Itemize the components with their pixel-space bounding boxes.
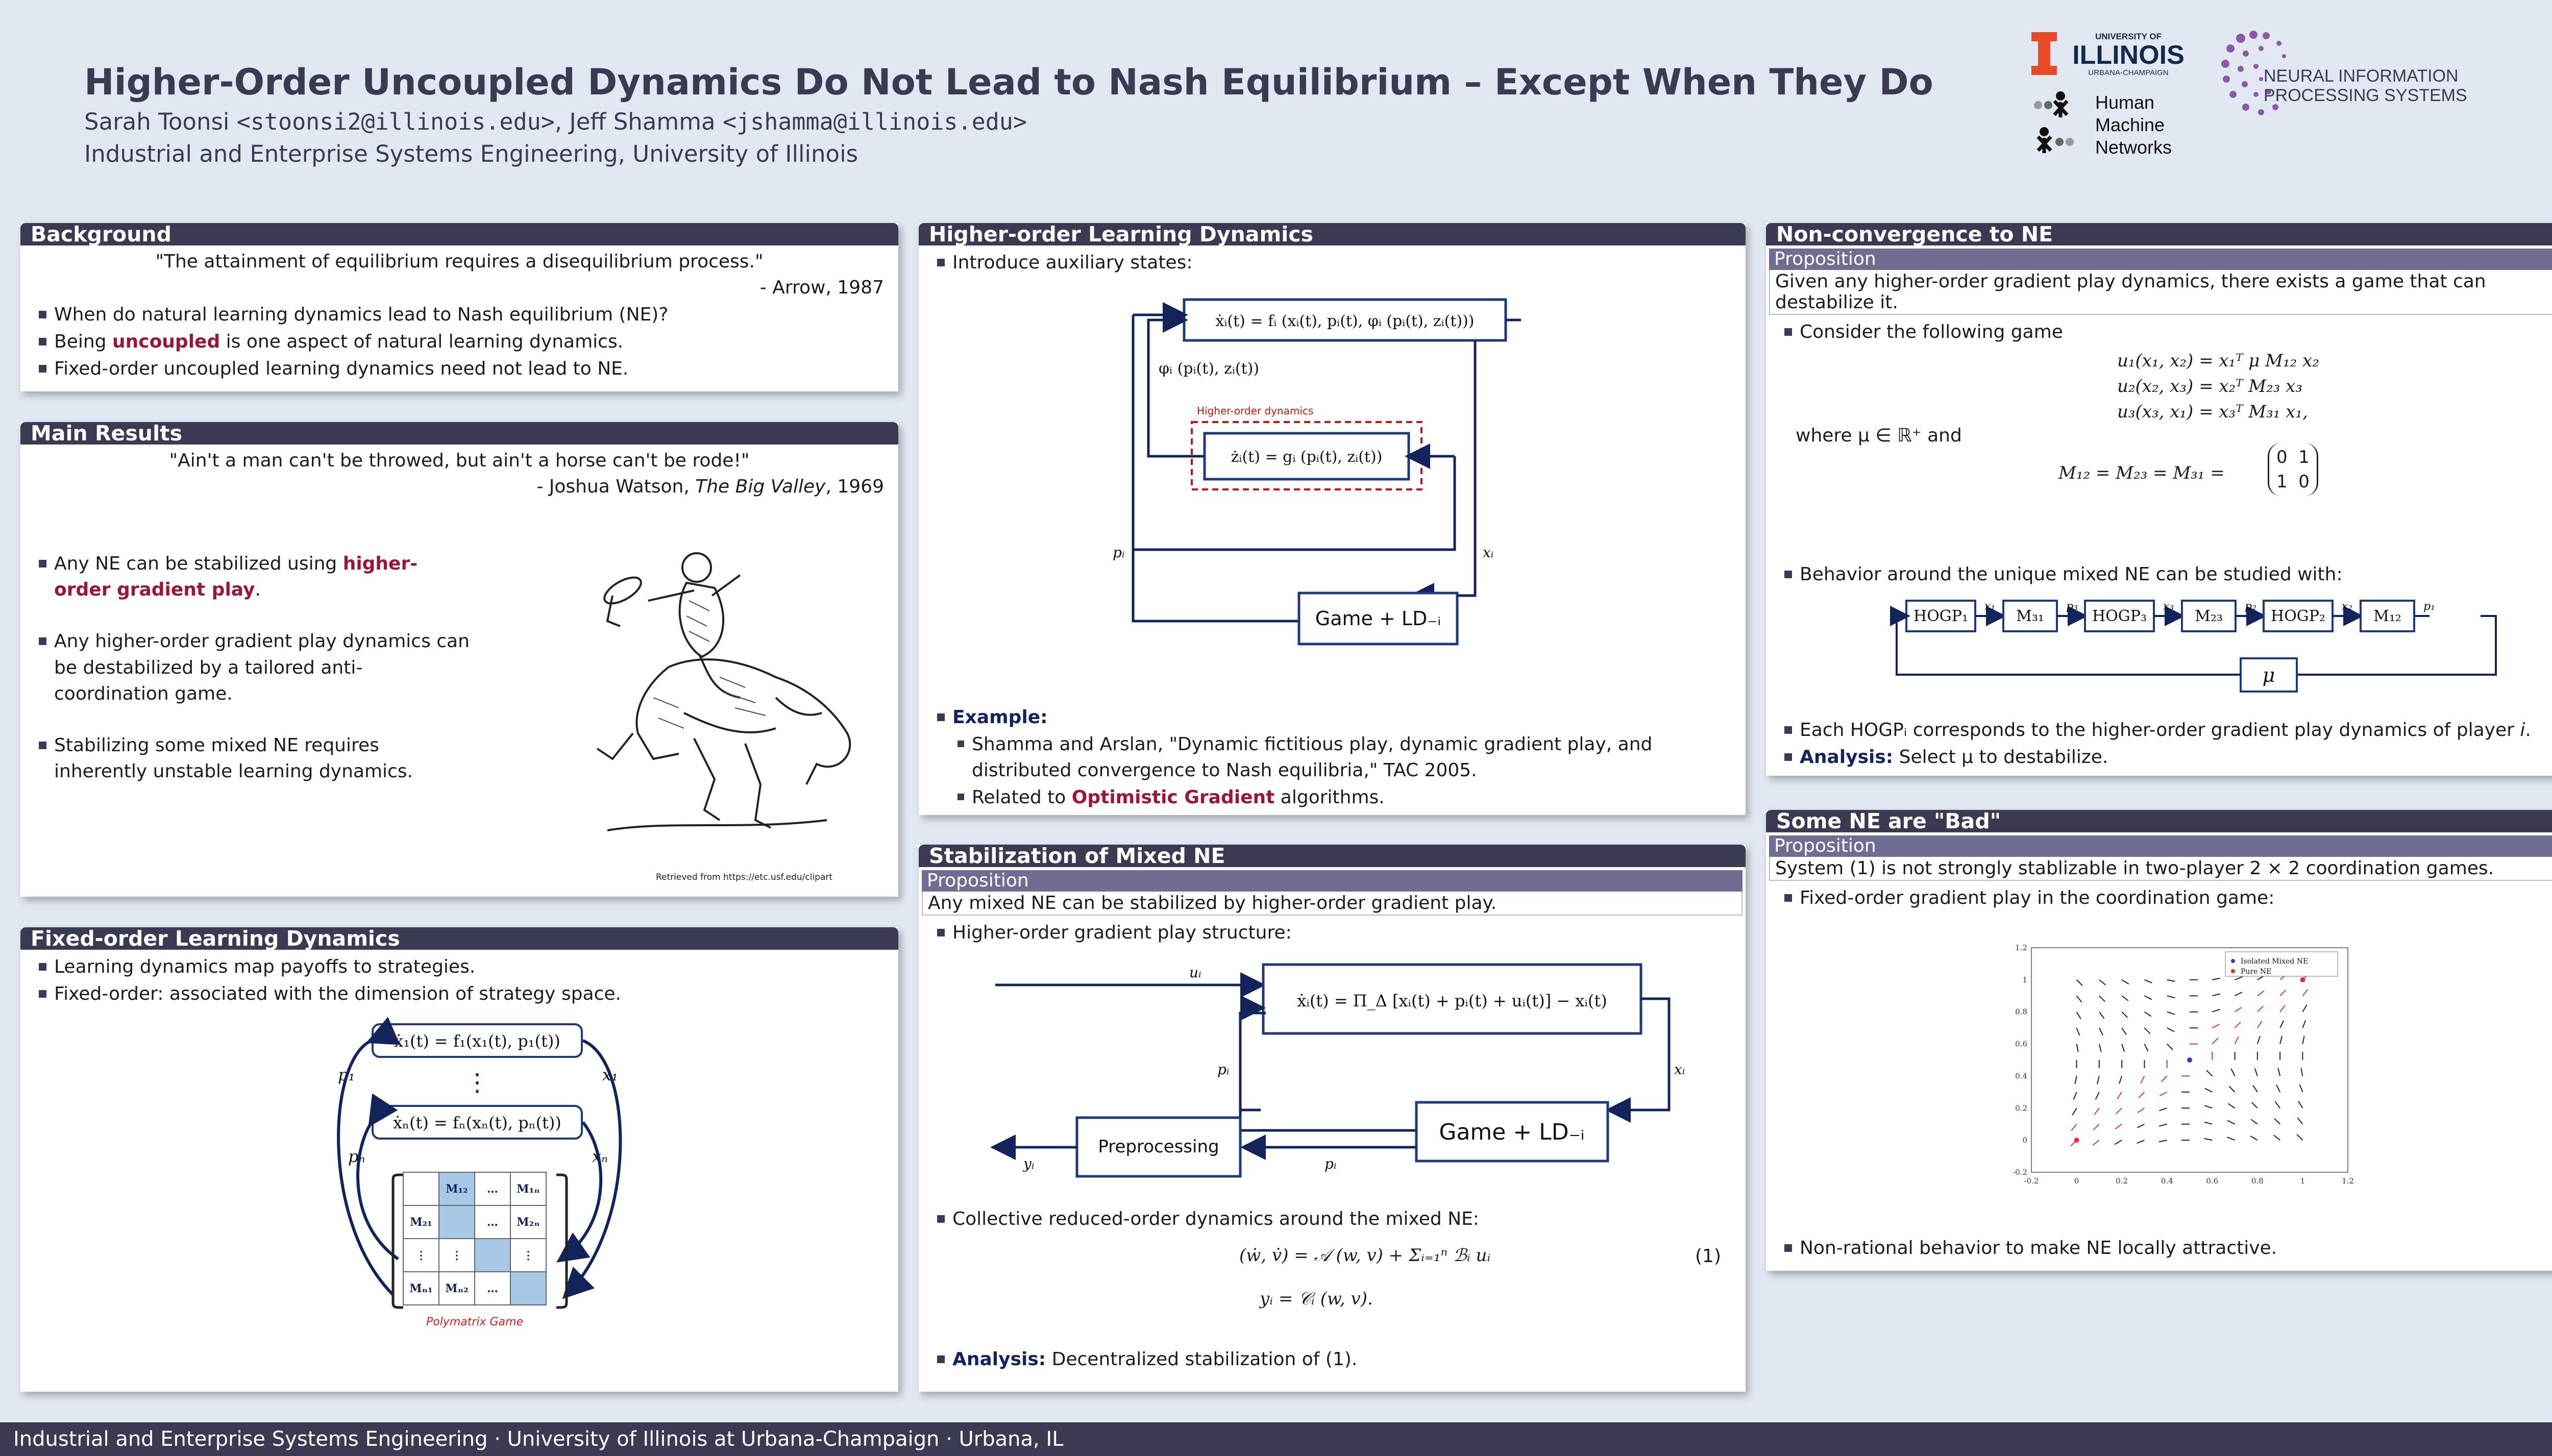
- y-tick-label: 0.2: [2015, 1103, 2027, 1113]
- y-tick-label: 0.6: [2015, 1039, 2027, 1049]
- matrix-cell: ⋮: [523, 1249, 534, 1262]
- chain-signal-label: p₂: [2245, 600, 2256, 613]
- hmn-human: Human: [2095, 92, 2155, 113]
- output-eq: yᵢ = 𝒞ᵢ (w, v).: [1260, 1289, 1373, 1310]
- x-tick-label: 0.6: [2206, 1176, 2219, 1186]
- matrix-cell: …: [487, 1182, 498, 1196]
- chain-signal-label: x₂: [2342, 600, 2353, 613]
- chain-box-label: M₃₁: [2016, 607, 2044, 625]
- nonconv-bullet: Each HOGPᵢ corresponds to the higher-order gradient play dynamics of player i.: [1780, 717, 2552, 743]
- chain-mu: μ: [2262, 664, 2275, 686]
- stabilization-bullet: Collective reduced-order dynamics around the mixed NE:: [933, 1206, 1731, 1232]
- chain-box-label: M₁₂: [2373, 607, 2401, 625]
- background-title: Background: [20, 223, 898, 245]
- equation-number: (1): [1695, 1246, 1721, 1267]
- y-tick-label: 1: [2022, 975, 2027, 984]
- footer: Industrial and Enterprise Systems Engineering · University of Illinois at Urbana-Champaign · Urbana, IL: [0, 1422, 2552, 1456]
- bucking-horse-illustration: [592, 545, 878, 851]
- result-bullet: Any higher-order gradient play dynamics can be destabilized by a tailored anti-coordination game.: [35, 628, 474, 706]
- ho-p-label: pᵢ: [1113, 544, 1125, 561]
- polymatrix-caption: Polymatrix Game: [426, 1316, 524, 1328]
- x-tick-label: 0.4: [2161, 1176, 2173, 1186]
- matrix-cell: …: [487, 1282, 498, 1295]
- chain-signal-label: x₁: [1984, 600, 1996, 613]
- legend-marker: [2231, 959, 2235, 963]
- illinois-sub-text: URBANA-CHAMPAIGN: [2088, 68, 2169, 77]
- ho-eq-z: żᵢ(t) = gᵢ (pᵢ(t), zᵢ(t)): [1231, 448, 1383, 466]
- hogp-chain-diagram: [1894, 593, 2506, 695]
- bad-ne-bullet: Fixed-order gradient play in the coordination game:: [1780, 885, 2552, 911]
- ho-game-box: Game + LD₋ᵢ: [1315, 607, 1441, 630]
- stab-y-label: yᵢ: [1023, 1155, 1035, 1172]
- neurips-line1: NEURAL INFORMATION: [2264, 66, 2459, 86]
- hogp-structure-diagram: [985, 957, 1710, 1222]
- y-tick-label: 1.2: [2015, 943, 2027, 952]
- illinois-main-text: ILLINOIS: [2072, 40, 2185, 70]
- y-tick-label: 0: [2022, 1136, 2027, 1145]
- nonconv-analysis: Analysis: Select μ to destabilize.: [1780, 744, 2552, 770]
- main-results-panel: [20, 422, 898, 897]
- x-tick-label: 0.8: [2251, 1176, 2264, 1186]
- x-tick-label: 1.2: [2342, 1176, 2354, 1186]
- ho-label: Higher-order dynamics: [1197, 405, 1314, 417]
- higher-order-panel: [919, 223, 1746, 815]
- bad-ne-panel: [1766, 810, 2552, 1271]
- fixed-order-panel: [20, 927, 898, 1392]
- stab-eq: ẋᵢ(t) = Π_Δ [xᵢ(t) + pᵢ(t) + uᵢ(t)] − xᵢ(t): [1297, 991, 1607, 1010]
- bad-ne-bullet: Non-rational behavior to make NE locally attractive.: [1780, 1235, 2552, 1261]
- higher-order-title: Higher-order Learning Dynamics: [919, 223, 1746, 245]
- polymatrix-grid: [403, 1172, 546, 1305]
- chain-signal-label: p₃: [2066, 600, 2078, 613]
- poster-title: Higher-Order Uncoupled Dynamics Do Not Lead to Nash Equilibrium – Except When They Do: [84, 61, 1933, 103]
- y-tick-label: 0.4: [2015, 1071, 2027, 1081]
- fixed-eq-n: ẋₙ(t) = fₙ(xₙ(t), pₙ(t)): [393, 1113, 561, 1132]
- stab-x-label: xᵢ: [1674, 1061, 1685, 1078]
- fixed-x1: x₁: [602, 1065, 618, 1084]
- matrix-cell: ⋮: [415, 1249, 427, 1262]
- mu-condition: where μ ∈ ℝ⁺ and: [1796, 425, 1962, 447]
- matrix-cell: …: [487, 1216, 498, 1229]
- stabilization-prop-head: Proposition: [922, 870, 1743, 892]
- x-tick-label: 0.2: [2116, 1176, 2128, 1186]
- fixed-p1: p₁: [338, 1065, 355, 1084]
- matrix-cell: M₁ₙ: [517, 1182, 540, 1196]
- chain-box-label: HOGP₃: [2092, 607, 2147, 625]
- x-tick-label: -0.2: [2024, 1176, 2039, 1186]
- ho-eq-x: ẋᵢ(t) = fᵢ (xᵢ(t), pᵢ(t), φᵢ (pᵢ(t), zᵢ(t))): [1215, 312, 1475, 330]
- pure-ne-point: [2074, 1138, 2079, 1143]
- legend-label: Isolated Mixed NE: [2241, 957, 2309, 966]
- stabilization-panel: [919, 845, 1746, 1392]
- hmn-logo: [2029, 87, 2182, 156]
- image-credit[interactable]: Retrieved from https://etc.usf.edu/clipart: [656, 872, 833, 882]
- higher-order-diagram: [1113, 289, 1521, 687]
- fixed-eq-1: ẋ₁(t) = f₁(x₁(t), p₁(t)): [394, 1031, 560, 1051]
- main-results-title: Main Results: [20, 422, 898, 445]
- matrix-value: 0 1 1 0: [2268, 443, 2318, 496]
- bad-ne-prop-body: System (1) is not strongly stablizable in two-player 2 × 2 coordination games.: [1769, 857, 2552, 881]
- arrow-quote: "The attainment of equilibrium requires a disequilibrium process.": [155, 251, 764, 272]
- stabilization-bullet: Higher-order gradient play structure:: [933, 920, 1731, 946]
- neurips-logo: [2210, 26, 2486, 148]
- ho-x-label: xᵢ: [1483, 544, 1494, 561]
- x-tick-label: 1: [2300, 1176, 2305, 1186]
- matrix-cell: ⋮: [451, 1249, 462, 1262]
- legend-marker: [2231, 969, 2235, 973]
- affiliation: Industrial and Enterprise Systems Engineering, University of Illinois: [84, 140, 858, 167]
- watson-quote: "Ain't a man can't be throwed, but ain't a horse can't be rode!": [169, 450, 750, 471]
- arrow-attribution: - Arrow, 1987: [759, 277, 884, 299]
- result-bullet: Stabilizing some mixed NE requires inherently unstable learning dynamics.: [35, 732, 474, 784]
- background-bullet: Being uncoupled is one aspect of natural learning dynamics.: [35, 329, 884, 355]
- non-convergence-title: Non-convergence to NE: [1766, 223, 2552, 245]
- stabilization-analysis: Analysis: Decentralized stabilization of (1).: [933, 1346, 1731, 1372]
- background-bullet: When do natural learning dynamics lead to Nash equilibrium (NE)?: [35, 302, 884, 328]
- chain-box-label: HOGP₂: [2271, 607, 2325, 625]
- nonconv-bullet: Behavior around the unique mixed NE can be studied with:: [1780, 561, 2552, 587]
- nonconv-bullet: Consider the following game: [1780, 319, 2552, 345]
- stab-p-label: pᵢ: [1217, 1061, 1230, 1078]
- email-toonsi[interactable]: <stoonsi2@illinois.edu>: [236, 108, 555, 135]
- matrix-cell: M₂₁: [410, 1216, 432, 1229]
- game-u3: u₃(x₃, x₁) = x₃ᵀ M₃₁ x₁,: [2117, 402, 2308, 423]
- neurips-line2: PROCESSING SYSTEMS: [2264, 86, 2467, 105]
- background-bullet: Fixed-order uncoupled learning dynamics need not lead to NE.: [35, 356, 884, 382]
- mixed-ne-point: [2187, 1057, 2192, 1063]
- higher-order-bullet: Introduce auxiliary states:: [933, 250, 1731, 276]
- chain-box-label: M₂₃: [2195, 607, 2223, 625]
- matrix-definition: M₁₂ = M₂₃ = M₃₁ =: [2058, 463, 2225, 484]
- fixed-xn: xₙ: [592, 1147, 608, 1166]
- bad-ne-title: Some NE are "Bad": [1766, 810, 2552, 832]
- stab-game-box: Game + LD₋ᵢ: [1439, 1119, 1585, 1145]
- fixed-order-bullet: Fixed-order: associated with the dimension of strategy space.: [35, 981, 884, 1007]
- polymatrix-diagram: [316, 1019, 643, 1387]
- game-u2: u₂(x₂, x₃) = x₂ᵀ M₂₃ x₃: [2117, 376, 2302, 397]
- stab-preprocessing-box: Preprocessing: [1098, 1137, 1219, 1157]
- pure-ne-point: [2300, 977, 2305, 982]
- x-tick-label: 0: [2074, 1176, 2079, 1186]
- game-u1: u₁(x₁, x₂) = x₁ᵀ μ M₁₂ x₂: [2117, 351, 2319, 372]
- email-shamma[interactable]: <jshamma@illinois.edu>: [722, 108, 1027, 135]
- non-convergence-panel: [1766, 223, 2552, 776]
- result-bullet: Any NE can be stabilized using higher-order gradient play.: [35, 551, 474, 603]
- watson-attribution: - Joshua Watson, The Big Valley, 1969: [536, 476, 884, 498]
- stab-u-label: uᵢ: [1189, 964, 1201, 981]
- hmn-networks: Networks: [2095, 137, 2172, 158]
- chain-signal-label: p₁: [2423, 600, 2435, 613]
- gradient-play-quiver-plot: [2001, 937, 2368, 1208]
- fixed-order-title: Fixed-order Learning Dynamics: [20, 927, 898, 950]
- example-heading: Example:: [933, 704, 1731, 730]
- hmn-machine: Machine: [2095, 114, 2165, 135]
- example-item: Shamma and Arslan, "Dynamic fictitious play, dynamic gradient play, and distributed convergence to Nash equilibria," TAC 2005.: [933, 731, 1731, 783]
- chain-signal-label: x₃: [2163, 600, 2174, 613]
- legend-label: Pure NE: [2241, 968, 2272, 976]
- bad-ne-prop-head: Proposition: [1769, 835, 2552, 857]
- matrix-cell: M₁₂: [446, 1182, 468, 1196]
- fixed-pn: pₙ: [348, 1147, 365, 1166]
- fixed-order-bullet: Learning dynamics map payoffs to strategies.: [35, 954, 884, 980]
- fixed-vdots: ⋮: [465, 1068, 489, 1097]
- example-item: Related to Optimistic Gradient algorithms.: [933, 784, 1731, 810]
- authors: Sarah Toonsi <stoonsi2@illinois.edu>, Jeff Shamma <jshamma@illinois.edu>: [84, 108, 1027, 135]
- matrix-cell: Mₙ₂: [445, 1282, 469, 1295]
- background-panel: [20, 223, 898, 391]
- ho-eq-phi: φᵢ (pᵢ(t), zᵢ(t)): [1159, 360, 1260, 378]
- stab-p-label-2: pᵢ: [1324, 1155, 1337, 1172]
- matrix-cell: Mₙ₁: [409, 1282, 433, 1295]
- collective-system-eq: (ẇ, v̇) = 𝒜 (w, v) + Σᵢ₌₁ⁿ ℬᵢ uᵢ: [1239, 1245, 1491, 1266]
- matrix-cell: M₂ₙ: [517, 1216, 540, 1229]
- illinois-logo: [2029, 28, 2205, 79]
- chain-box-label: HOGP₁: [1913, 607, 1968, 625]
- nonconv-prop-body: Given any higher-order gradient play dynamics, there exists a game that can destabilize it.: [1769, 270, 2552, 315]
- stabilization-prop-body: Any mixed NE can be stabilized by higher-order gradient play.: [922, 892, 1743, 916]
- y-tick-label: 0.8: [2015, 1007, 2027, 1017]
- y-tick-label: -0.2: [2013, 1168, 2027, 1177]
- illinois-top-text: UNIVERSITY OF: [2095, 32, 2162, 41]
- stabilization-title: Stabilization of Mixed NE: [919, 845, 1746, 867]
- nonconv-prop-head: Proposition: [1769, 249, 2552, 270]
